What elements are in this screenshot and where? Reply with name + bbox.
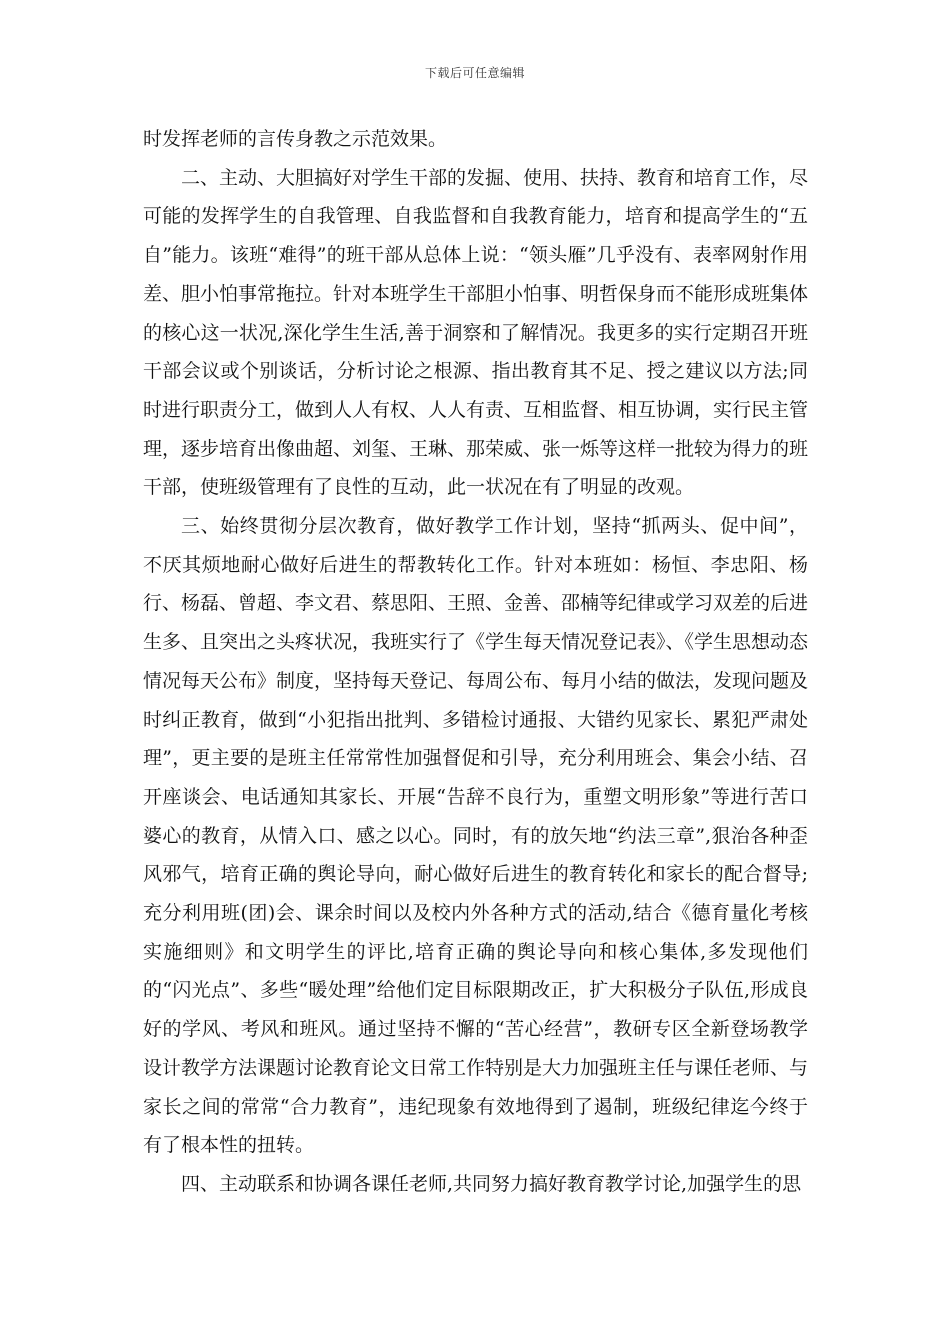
paragraph-section-four: 四、主动联系和协调各课任老师,共同努力搞好教育教学讨论,加强学生的思 [181,1172,802,1195]
document-body [143,120,808,1204]
page-header: 下载后可任意编辑 [424,66,525,80]
paragraph-continuation: 时发挥老师的言传身教之示范效果。 [143,128,448,150]
paragraph-section-three: 三、始终贯彻分层次教育，做好教学工作计划，坚持“抓两头、促中间”，不厌其烦地耐心做好后进生的帮教转化工作。针对本班如：杨恒、李忠阳、杨行、杨磊、曾超、李文君、蔡思阳、王照、金善、邵楠等纪律或学习双差的后进生多、且突出之头疼状况，我班实行了《学生每天情况登记表》、《学生思想动态情况每天公布》制度，坚持每天登记、每周公布、每月小结的做法，发现问题及时纠正教育，做到“小犯指出批判、多错检讨通报、大错约见家长、累犯严肃处理”，更主要的是班主任常常性加强督促和引导，充分利用班会、集会小结、召开座谈会、电话通知其家长、开展“告辞不良行为，重塑文明形象”等进行苦口婆心的教育，从情入口、感之以心。同时，有的放矢地“约法三章”,狠治各种歪风邪气，培育正确的舆论导向，耐心做好后进生的教育转化和家长的配合督导;充分利用班(团)会、课余时间以及校内外各种方式的活动,结合《德育量化考核实施细则》和文明学生的评比,培育正确的舆论导向和核心集体,多发现他们的“闪光点”、多些“暖处理”给他们定目标限期改正，扩大积极分子队伍,形成良好的学风、考风和班风。通过坚持不懈的“苦心经营”，教研专区全新登场教学设计教学方法课题讨论教育论文日常工作特别是大力加强班主任与课任老师、与家长之间的常常“合力教育”，违纪现象有效地得到了遏制，班级纪律迄今终于有了根本性的扭转。 [143,515,809,1157]
paragraph-section-two: 二、主动、大胆搞好对学生干部的发掘、使用、扶持、教育和培育工作，尽可能的发挥学生的自我管理、自我监督和自我教育能力，培育和提高学生的“五自”能力。该班“难得”的班干部从总体上说：“领头雁”几乎没有、表率网射作用差、胆小怕事常拖拉。针对本班学生干部胆小怕事、明哲保身而不能形成班集体的核心这一状况,深化学生生活,善于洞察和了解情况。我更多的实行定期召开班干部会议或个别谈话，分析讨论之根源、指出教育其不足、授之建议以方法;同时进行职责分工，做到人人有权、人人有责、互相监督、相互协调，实行民主管理，逐步培育出像曲超、刘玺、王琳、那荣威、张一烁等这样一批较为得力的班干部，使班级管理有了良性的互动，此一状况在有了明显的改观。 [143,166,809,499]
